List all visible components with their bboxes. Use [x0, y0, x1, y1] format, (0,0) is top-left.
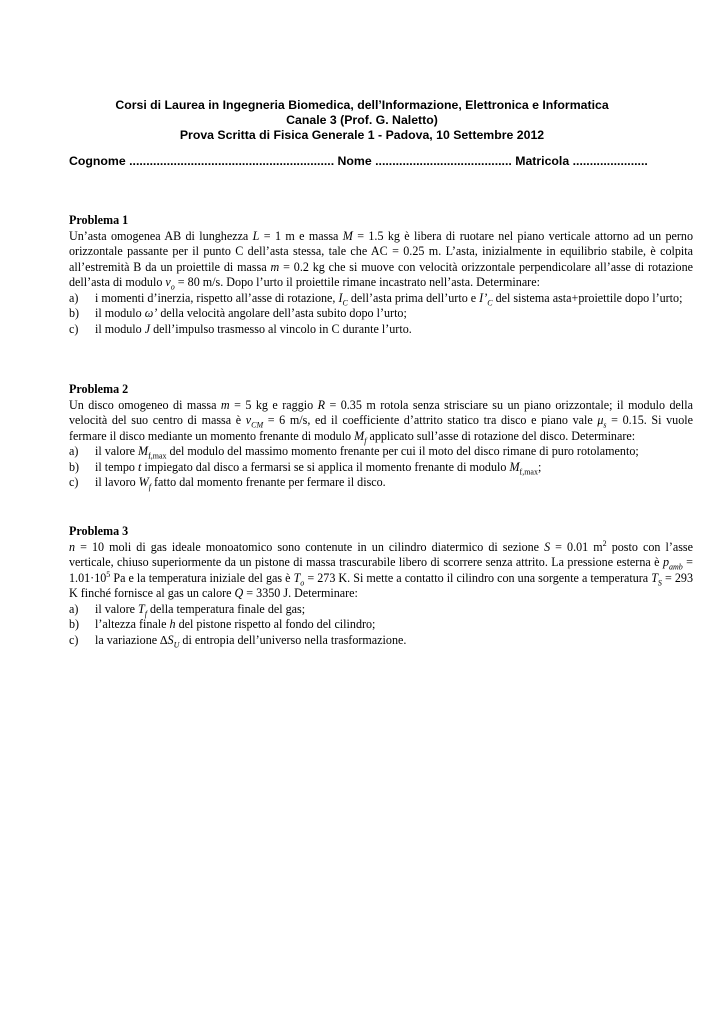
problem-3	[69, 524, 693, 648]
problem-1-item-c: c) il modulo J dell’impulso trasmesso al vincolo in C durante l’urto.	[69, 321, 412, 336]
problem-2-item-b: b) il tempo t impiegato dal disco a fermarsi se si applica il momento frenante di modulo $M_{f,max}$;	[69, 459, 542, 476]
cognome-label: Cognome	[69, 154, 126, 168]
problem-1-item-b: b) il modulo ω’ della velocità angolare dell’asta subito dopo l’urto;	[69, 306, 407, 320]
exam-date-title: Prova Scritta di Fisica Generale 1 - Padova, 10 Settembre 2012	[179, 128, 545, 142]
exam-header	[0, 98, 724, 143]
channel-professor: Canale 3 (Prof. G. Naletto)	[286, 113, 438, 127]
problem-3-item-a: a) il valore $T_f$ della temperatura finale del gas;	[69, 601, 306, 618]
problem-2-statement: Un disco omogeneo di massa m = 5 kg e raggio R = 0.35 m rotola senza strisciare su un piano orizzontale; il modulo della velocità del suo centro di massa è $v_{CM} = 6$ m/s, ed il coefficiente d’attrito statico tra disco e piano vale $\mu_s = 0.15$. Si vuole fermare il disco mediante un momento frenante di modulo $M_f$ applicato sull’asse di rotazione del disco. Determinare:	[69, 397, 693, 445]
nome-label: Nome	[337, 154, 372, 168]
matricola-field[interactable]: ......................	[569, 154, 648, 168]
course-title: Corsi di Laurea in Ingegneria Biomedica, dell’Informazione, Elettronica e Informatica	[115, 98, 609, 112]
problem-1-title: Problema 1	[69, 213, 129, 227]
problem-3-item-c: c) la variazione $\Delta S_U$ di entropia dell’universo nella trasformazione.	[69, 632, 407, 649]
problem-1-statement: Un’asta omogenea AB di lunghezza L = 1 m e massa M = 1.5 kg è libera di ruotare nel piano verticale attorno ad un perno orizzontale passante per il punto C dell’asta stessa, tale che AC = 0.25 m. L’asta, inizialmente in equilibrio stabile, è colpita all’estremità B da un proiettile di massa m = 0.2 kg che si muove con velocità orizzontale perpendicolare all’asse di rotazione dell’asta di modulo $v_o = 80$ m/s. Dopo l’urto il proiettile rimane incastrato nell’asta. Determinare:	[69, 228, 694, 292]
matricola-label: Matricola	[515, 154, 570, 168]
problem-3-statement: n = 10 moli di gas ideale monoatomico sono contenute in un cilindro diatermico di sezione S = 0.01 $m^2$ posto con l’asse verticale, chiuso superiormente da un pistone di massa trascurabile libero di scorrere senza attrito. La pressione esterna è $p_{amb} = 1.01\cdot 10^5$ Pa e la temperatura iniziale del gas è $T_o = 273$ K. Si mette a contatto il cilindro con una sorgente a temperatura $T_S = 293$ K finché fornisce al gas un calore Q = 3350 J. Determinare:	[69, 538, 693, 600]
problem-1-item-a: a) i momenti d’inerzia, rispetto all’asse di rotazione, $I_C$ dell’asta prima dell’urto e $I’_C$ del sistema asta+proiettile dopo l’urto;	[69, 290, 683, 307]
problem-3-title: Problema 3	[69, 524, 129, 538]
problem-1	[69, 213, 693, 337]
problem-2-item-a: a) il valore $M_{f,max}$ del modulo del massimo momento frenante per cui il moto del disco rimane di puro rotolamento;	[69, 444, 639, 461]
problem-2-item-c: c) il lavoro $W_f$ fatto dal momento frenante per fermare il disco.	[69, 475, 386, 492]
nome-field[interactable]: ........................................	[371, 154, 516, 168]
cognome-field[interactable]: ............................................................	[125, 154, 338, 168]
student-identification-line	[69, 154, 669, 168]
problem-3-item-b: b) l’altezza finale h del pistone rispetto al fondo del cilindro;	[69, 617, 376, 631]
problem-2-title: Problema 2	[69, 382, 129, 396]
problem-2	[69, 382, 693, 491]
